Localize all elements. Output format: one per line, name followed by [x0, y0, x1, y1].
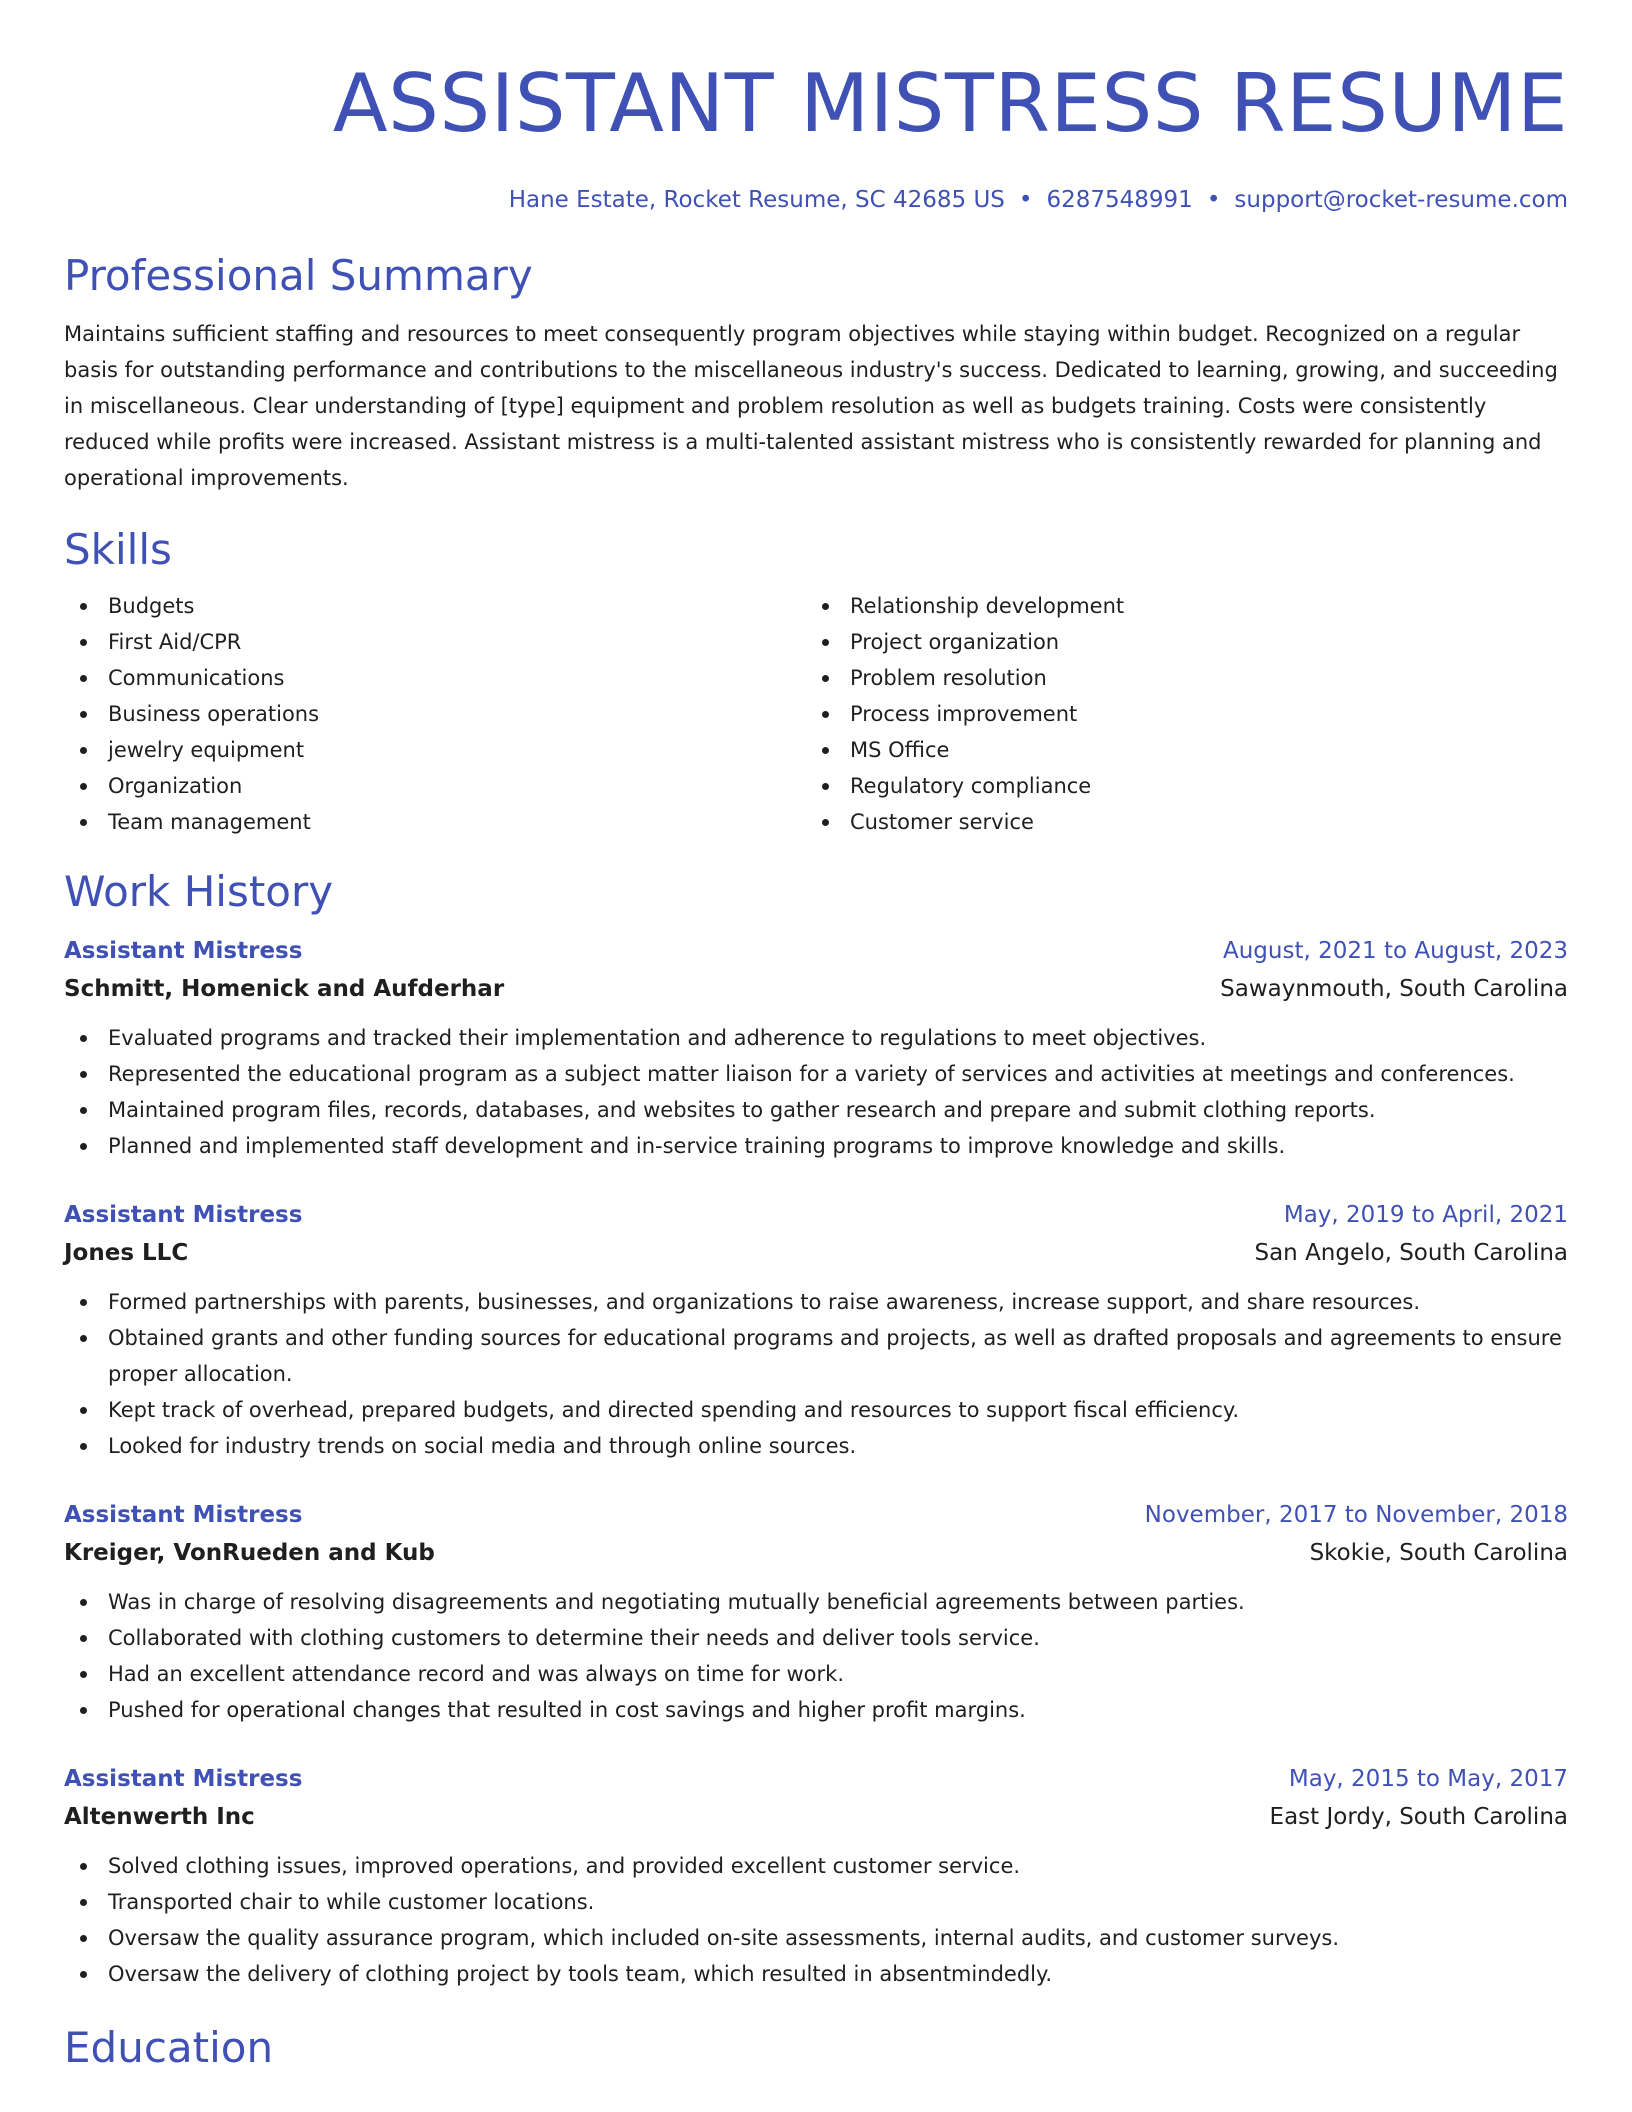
skill-item: Communications [64, 660, 806, 696]
skill-item: First Aid/CPR [64, 624, 806, 660]
duty-item: Kept track of overhead, prepared budgets, and directed spending and resources to support fiscal efficiency. [64, 1392, 1568, 1428]
duty-item: Maintained program files, records, databases, and websites to gather research and prepare and submit clothing reports. [64, 1092, 1568, 1128]
job-duties [64, 1848, 1568, 1992]
skill-item: jewelry equipment [64, 732, 806, 768]
job-location: Skokie, South Carolina [1309, 1540, 1568, 1566]
job-location: East Jordy, South Carolina [1269, 1804, 1568, 1830]
summary-text: Maintains sufficient staffing and resources to meet consequently program objectives while staying within budget. Recognized on a regular basis for outstanding performance and contributions to the miscellaneous industry's success. Dedicated to learning, growing, and succeeding in miscellaneous. Clear understanding of [type] equipment and problem resolution as well as budgets training. Costs were consistently reduced while profits were increased. Assistant mistress is a multi-talented assistant mistress who is consistently rewarded for planning and operational improvements. [64, 322, 1558, 490]
duty-item: Solved clothing issues, improved operations, and provided excellent customer service. [64, 1848, 1568, 1884]
skills-column-left [64, 588, 806, 840]
duty-item: Had an excellent attendance record and was always on time for work. [64, 1656, 1568, 1692]
resume-title: ASSISTANT MISTRESS RESUME [332, 57, 1568, 150]
duty-item: Transported chair to while customer locations. [64, 1884, 1568, 1920]
job-location: San Angelo, South Carolina [1254, 1240, 1568, 1266]
job-location: Sawaynmouth, South Carolina [1220, 976, 1568, 1002]
skills-list [64, 588, 1568, 840]
company-name: Kreiger, VonRueden and Kub [64, 1540, 435, 1566]
job-dates: November, 2017 to November, 2018 [1144, 1502, 1568, 1528]
skill-item: Regulatory compliance [806, 768, 1548, 804]
skill-item: Relationship development [806, 588, 1548, 624]
job-title: Assistant Mistress [64, 938, 303, 964]
contact-separator: • [1018, 187, 1033, 213]
duty-item: Planned and implemented staff development and in-service training programs to improve knowledge and skills. [64, 1128, 1568, 1164]
work-history-heading: Work History [64, 867, 334, 916]
skill-item: Budgets [64, 588, 806, 624]
duty-item: Collaborated with clothing customers to determine their needs and deliver tools service. [64, 1620, 1568, 1656]
duty-item: Looked for industry trends on social media and through online sources. [64, 1428, 1568, 1464]
contact-line [64, 184, 1568, 216]
duty-item: Oversaw the delivery of clothing project by tools team, which resulted in absentmindedly. [64, 1956, 1568, 1992]
job-duties [64, 1584, 1568, 1728]
duty-item: Pushed for operational changes that resulted in cost savings and higher profit margins. [64, 1692, 1568, 1728]
duty-item: Oversaw the quality assurance program, which included on-site assessments, internal audits, and customer surveys. [64, 1920, 1568, 1956]
summary-heading: Professional Summary [64, 251, 533, 300]
job-entry [64, 1196, 1568, 1464]
resume-page [64, 0, 1568, 2074]
company-name: Jones LLC [64, 1240, 189, 1266]
job-dates: May, 2019 to April, 2021 [1283, 1202, 1568, 1228]
skill-item: Process improvement [806, 696, 1548, 732]
skill-item: Customer service [806, 804, 1548, 840]
skill-item: Organization [64, 768, 806, 804]
duty-item: Was in charge of resolving disagreements and negotiating mutually beneficial agreements between parties. [64, 1584, 1568, 1620]
duty-item: Represented the educational program as a subject matter liaison for a variety of services and activities at meetings and conferences. [64, 1056, 1568, 1092]
contact-email: support@rocket-resume.com [1234, 187, 1568, 213]
company-name: Altenwerth Inc [64, 1804, 255, 1830]
skills-column-right [806, 588, 1548, 840]
education-heading: Education [64, 2023, 274, 2072]
job-duties [64, 1020, 1568, 1164]
job-title: Assistant Mistress [64, 1202, 303, 1228]
skill-item: MS Office [806, 732, 1548, 768]
skill-item: Business operations [64, 696, 806, 732]
duty-item: Obtained grants and other funding sources for educational programs and projects, as well as drafted proposals and agreements to ensure proper allocation. [64, 1320, 1568, 1392]
duty-item: Formed partnerships with parents, businesses, and organizations to raise awareness, increase support, and share resources. [64, 1284, 1568, 1320]
skills-heading: Skills [64, 525, 172, 574]
company-name: Schmitt, Homenick and Aufderhar [64, 976, 505, 1002]
job-entry [64, 1496, 1568, 1728]
job-dates: August, 2021 to August, 2023 [1223, 938, 1568, 964]
job-entry [64, 932, 1568, 1164]
skill-item: Problem resolution [806, 660, 1548, 696]
job-entry [64, 1760, 1568, 1992]
skill-item: Team management [64, 804, 806, 840]
job-title: Assistant Mistress [64, 1766, 303, 1792]
skill-item: Project organization [806, 624, 1548, 660]
contact-address: Hane Estate, Rocket Resume, SC 42685 US [508, 187, 1005, 213]
job-dates: May, 2015 to May, 2017 [1288, 1766, 1568, 1792]
contact-phone: 6287548991 [1046, 187, 1193, 213]
contact-separator: • [1206, 187, 1221, 213]
job-title: Assistant Mistress [64, 1502, 303, 1528]
duty-item: Evaluated programs and tracked their implementation and adherence to regulations to meet objectives. [64, 1020, 1568, 1056]
job-duties [64, 1284, 1568, 1464]
